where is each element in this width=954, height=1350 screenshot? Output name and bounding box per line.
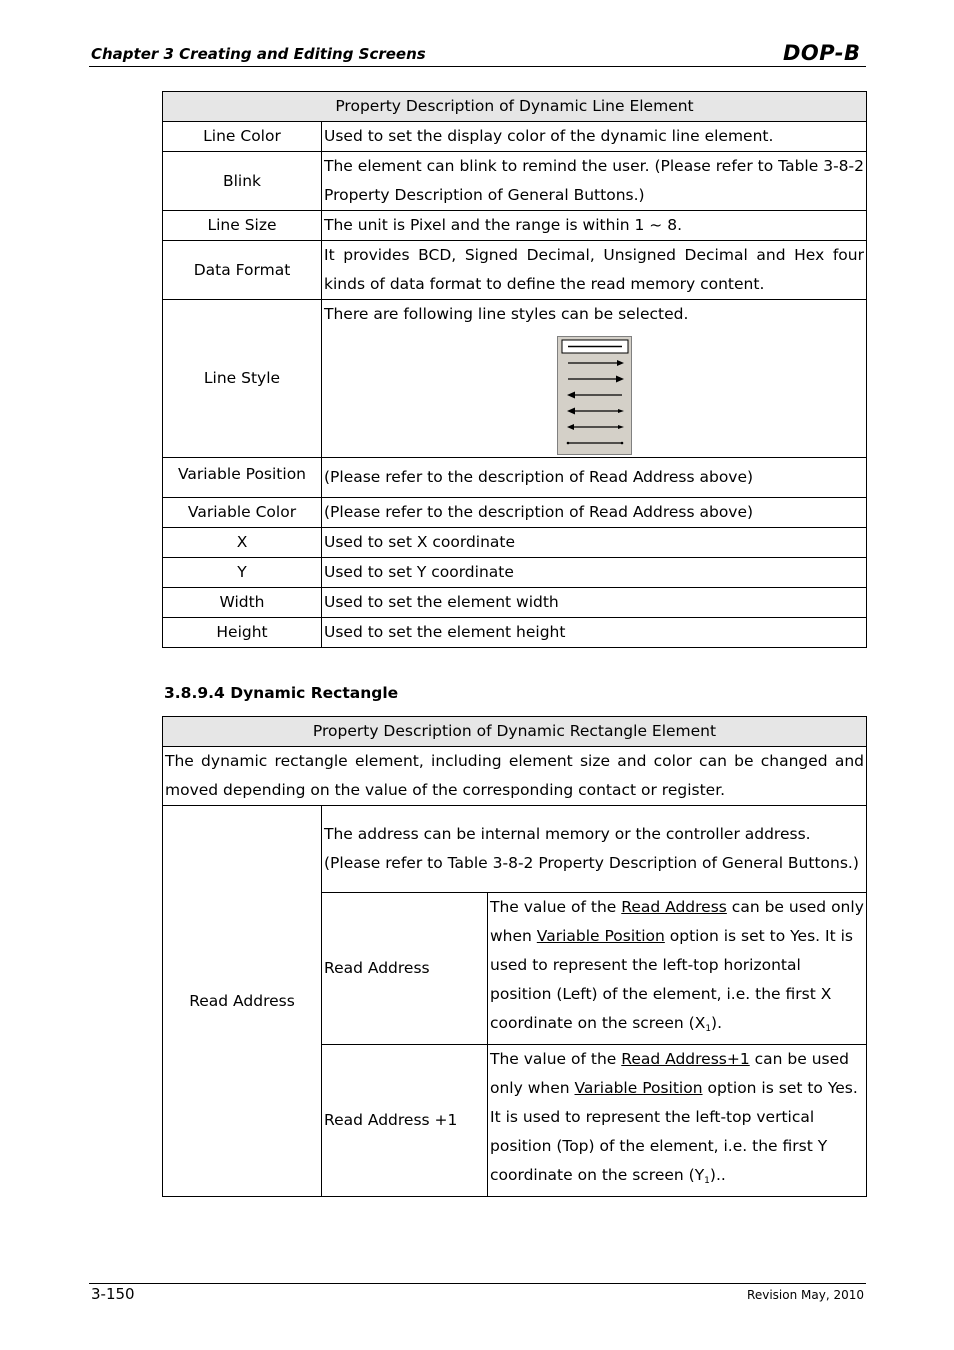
read-address-plus-one-link: Read Address+1 [621,1050,750,1068]
line-style-dotted-ends-icon[interactable] [566,442,623,445]
property-description: The address can be internal memory or the controller address. (Please refer to Table 3-8-2 Property Description of General Buttons.) [322,806,867,893]
property-description: The element can blink to remind the user. (Please refer to Table 3-8-2 Property Description of General Buttons.) [322,152,867,211]
property-name: X [163,528,322,558]
property-name: Variable Color [163,498,322,528]
property-name: Width [163,588,322,618]
chapter-title: Chapter 3 Creating and Editing Screens [91,45,426,63]
read-address-link: Read Address [621,898,727,916]
property-name: Line Style [163,300,322,458]
revision-date: Revision May, 2010 [747,1288,864,1302]
sub-property-description: The value of the Read Address+1 can be used only when Variable Position option is set to Yes. It is used to represent the left-top vertical position (Top) of the element, i.e. the first Y coordinate on the screen $(Y_1)$.. [488,1045,867,1197]
sub-property-name: Read Address +1 [322,1045,488,1197]
property-description: There are following line styles can be selected. [324,305,689,323]
property-name: Y [163,558,322,588]
property-description: Used to set X coordinate [322,528,867,558]
product-logo: DOP-B [783,41,861,65]
line-style-selector[interactable] [557,336,632,455]
header-divider [89,66,866,67]
line-style-arrow-left-icon[interactable] [567,392,622,399]
dynamic-rectangle-property-table [162,716,867,1197]
variable-position-link: Variable Position [536,927,665,945]
page-number: 3-150 [91,1285,135,1303]
property-description: It provides BCD, Signed Decimal, Unsigned Decimal and Hex four kinds of data format to define the read memory content. [322,241,867,300]
property-name: Blink [163,152,322,211]
line-style-arrow-both-filled-icon[interactable] [567,408,624,415]
property-description: (Please refer to the description of Read Address above) [322,458,867,498]
section-heading: 3.8.9.4 Dynamic Rectangle [164,684,399,702]
line-style-arrow-right-icon[interactable] [568,360,624,366]
table-title: Property Description of Dynamic Rectangle Element [163,717,867,747]
line-style-options [558,337,633,456]
table-intro: The dynamic rectangle element, including element size and color can be changed and moved depending on the value of the corresponding contact or register. [163,747,867,806]
property-description: The unit is Pixel and the range is within 1 ~ 8. [322,211,867,241]
property-name: Data Format [163,241,322,300]
dynamic-line-property-table [162,91,867,648]
property-description: (Please refer to the description of Read Address above) [322,498,867,528]
property-description: Used to set the element height [322,618,867,648]
property-name: Line Size [163,211,322,241]
property-name: Variable Position [163,458,322,498]
line-style-arrow-right-filled-icon[interactable] [568,376,624,383]
property-description: Used to set the display color of the dynamic line element. [322,122,867,152]
footer-divider [89,1283,866,1284]
line-style-arrow-both-icon[interactable] [567,424,624,430]
variable-position-link: Variable Position [574,1079,703,1097]
property-description: Used to set the element width [322,588,867,618]
property-name: Height [163,618,322,648]
property-name: Read Address [163,806,322,1197]
property-description: Used to set Y coordinate [322,558,867,588]
sub-property-description: The value of the Read Address can be used only when Variable Position option is set to Yes. It is used to represent the left-top horizontal position (Left) of the element, i.e. the first X coordinate on the screen $(X_1)$. [488,893,867,1045]
table-title: Property Description of Dynamic Line Element [163,92,867,122]
sub-property-name: Read Address [322,893,488,1045]
property-description-cell [322,300,867,458]
property-name: Line Color [163,122,322,152]
